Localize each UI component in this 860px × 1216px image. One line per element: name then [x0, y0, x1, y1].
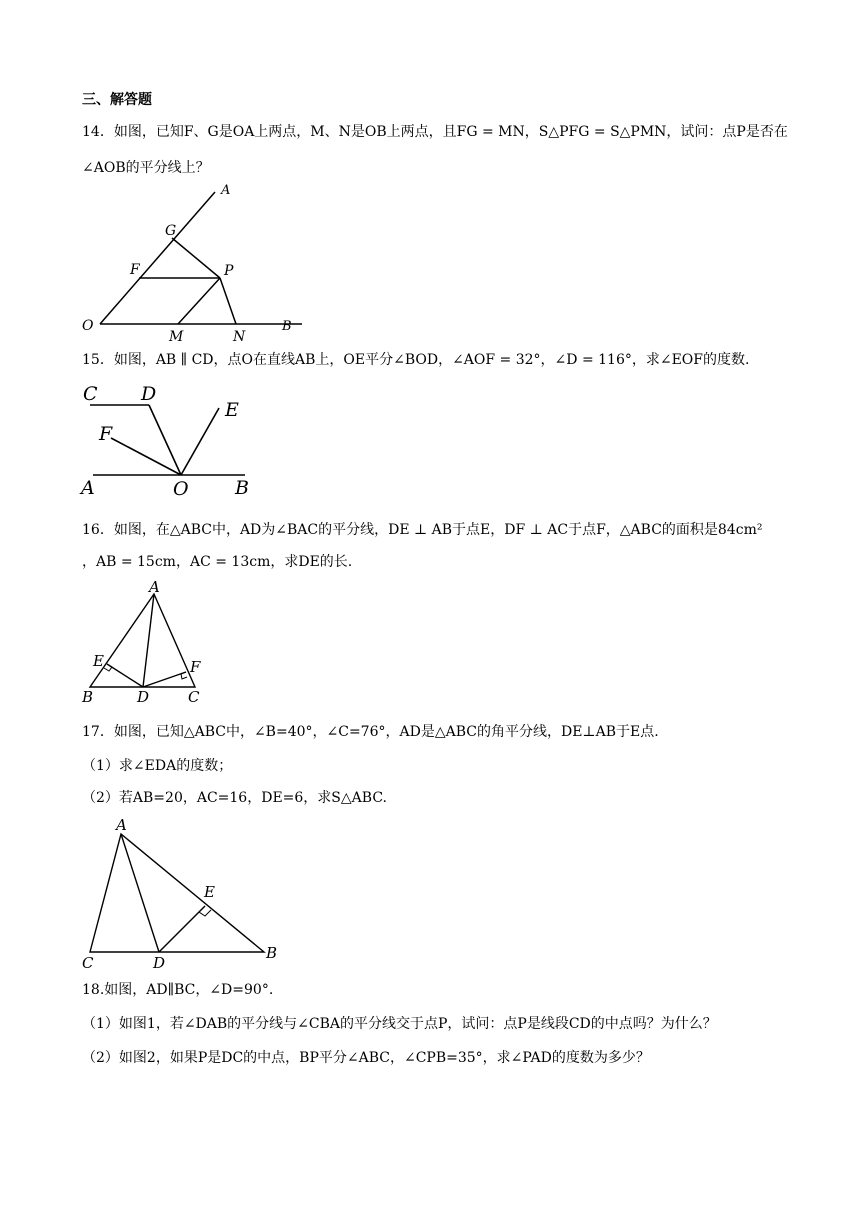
q16-line-DE [107, 664, 143, 687]
section-title: 三、解答题 [82, 92, 152, 108]
q16-label-D: D [137, 688, 150, 706]
q18-part1: （1）如图1，若∠DAB的平分线与∠CBA的平分线交于点P，试问：点P是线段CD的中点吗？为什么？ [82, 1016, 717, 1032]
q14-label-O: O [82, 318, 94, 334]
q14-label-P: P [224, 263, 234, 279]
q15-label-B: B [235, 477, 249, 499]
q16-label-E: E [93, 652, 104, 670]
q14-label-F: F [130, 262, 140, 278]
q15-line-OE [181, 408, 219, 475]
q17-label-A: A [116, 816, 127, 834]
q14-label-B: B [282, 319, 292, 334]
q16-line-DF [143, 672, 186, 687]
q16-text-line1: 16．如图，在△ABC中，AD为∠BAC的平分线，DE ⊥ AB于点E，DF ⊥ AC于点F，△ABC的面积是84cm² [82, 522, 763, 538]
q14-text-line2: ∠AOB的平分线上？ [82, 160, 210, 176]
q17-part2: （2）若AB=20，AC=16，DE=6，求S△ABC. [82, 790, 387, 806]
q17-label-E: E [204, 883, 215, 901]
q17-label-D: D [153, 954, 166, 972]
q14-label-M: M [169, 329, 184, 345]
q15-figure [75, 378, 265, 498]
q15-label-C: C [83, 383, 98, 405]
q15-label-E: E [225, 399, 239, 421]
q15-label-F: F [99, 423, 113, 445]
q17-line-DE [159, 906, 205, 952]
q16-label-A: A [149, 578, 160, 596]
q16-figure [80, 578, 210, 706]
q16-triangle-ABC [90, 594, 195, 687]
q14-label-G: G [165, 223, 177, 239]
q15-line-OD [149, 405, 181, 475]
q17-label-C: C [82, 954, 94, 972]
q15-label-D: D [141, 383, 157, 405]
q16-text-line2: ，AB = 15cm，AC = 13cm，求DE的长. [82, 554, 353, 570]
q18-part2: （2）如图2，如果P是DC的中点，BP平分∠ABC，∠CPB=35°，求∠PAD的度数为多少？ [82, 1050, 650, 1066]
q17-line-AD [121, 834, 159, 952]
q15-text-line1: 15．如图，AB ∥ CD，点O在直线AB上，OE平分∠BOD，∠AOF = 32°，∠D = 116°，求∠EOF的度数. [82, 352, 750, 368]
q17-part1: （1）求∠EDA的度数； [82, 758, 233, 774]
q14-label-A: A [221, 183, 231, 198]
q16-label-C: C [188, 688, 200, 706]
q14-label-N: N [233, 329, 246, 345]
q14-line-GP [172, 238, 220, 278]
q14-figure [70, 180, 310, 345]
q15-label-A: A [81, 477, 95, 499]
q14-line-NP [220, 278, 236, 324]
q15-label-O: O [173, 478, 189, 500]
q14-text-line1: 14．如图，已知F、G是OA上两点，M、N是OB上两点，且FG = MN，S△PFG = S△PMN，试问：点P是否在 [82, 124, 788, 140]
q17-label-B: B [266, 944, 278, 962]
q17-figure [75, 812, 285, 972]
q18-text-line1: 18.如图，AD∥BC，∠D=90°. [82, 982, 274, 998]
q15-line-OF [111, 438, 181, 475]
q16-label-B: B [82, 688, 94, 706]
q14-line-OA [100, 192, 215, 324]
q16-label-F: F [190, 658, 201, 676]
q14-line-MP [178, 278, 220, 324]
q17-text-line1: 17．如图，已知△ABC中，∠B=40°，∠C=76°，AD是△ABC的角平分线，DE⊥AB于E点. [82, 724, 659, 740]
